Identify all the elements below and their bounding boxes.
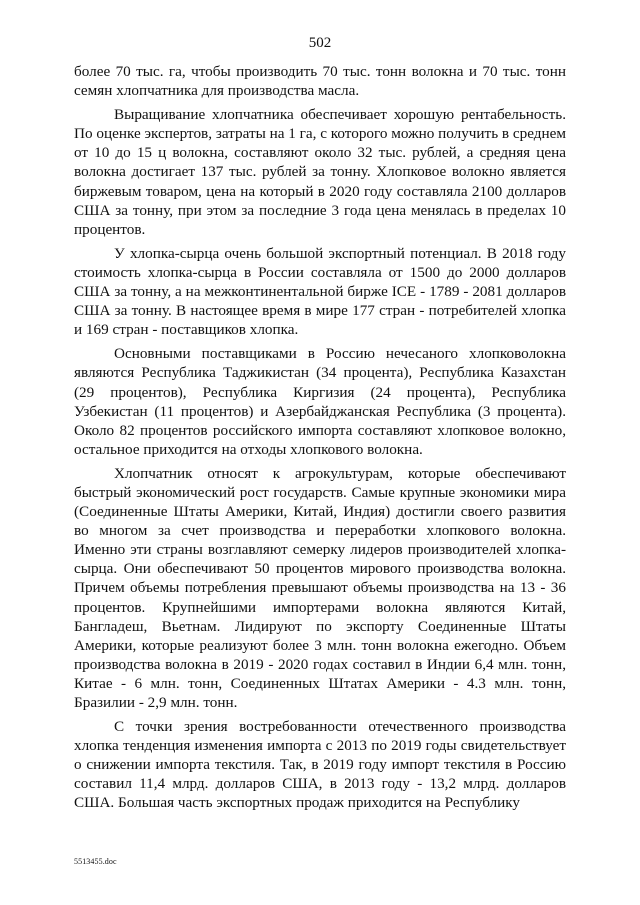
page-number: 502 (308, 35, 332, 51)
paragraph-economic-growth: Хлопчатник относят к агрокультурам, которые обеспечивают быстрый экономический рост государств. Самые крупные экономики мира (Соединенные Штаты Америки, Китай, Индия) достигли своего развития во многом за счет производства и переработки хлопкового волокна. Именно эти страны возглавляют семерку лидеров производителей хлопка-сырца. Они обеспечивают 50 процентов мирового производства волокна. Причем объемы потребления превышают объемы производства на 13 - 36 процентов. Крупнейшими импортерами волокна являются Китай, Бангладеш, Вьетнам. Лидируют по экспорту Соединенные Штаты Америки, которые реализуют более 3 млн. тонн волокна ежегодно. Объем производства волокна в 2019 - 2020 годах составил в Индии 6,4 млн. тонн, Китае - 6 млн. тонн, Соединенных Штатах Америки - 4.3 млн. тонн, Бразилии - 2,9 млн. тонн. (74, 464, 566, 711)
document-body (74, 62, 566, 813)
paragraph-import-trend: С точки зрения востребованности отечественного производства хлопка тенденция изменения импорта с 2013 по 2019 годы свидетельствует о снижении импорта текстиля. Так, в 2019 году импорт текстиля в Россию составил 11,4 млрд. долларов США, в 2013 году - 13,2 млрд. долларов США. Большая часть экспортных продаж приходится на Республику (74, 718, 566, 812)
paragraph-profitability: Выращивание хлопчатника обеспечивает хорошую рентабельность. По оценке экспертов, затраты на 1 га, с которого можно получить в среднем от 10 до 15 ц волокна, составляют около 32 тыс. рублей, а средняя цена волокна достигает 137 тыс. рублей за тонну. Хлопковое волокно является биржевым товаром, цена на который в 2020 году составляла 2100 долларов США за тонну, при этом за последние 3 года цена менялась в пределах 10 процентов. (74, 106, 566, 238)
paragraph-continuation: более 70 тыс. га, чтобы производить 70 тыс. тонн волокна и 70 тыс. тонн семян хлопчатника для производства масла. (74, 63, 566, 100)
footer-file-name: 5513455.doc (74, 857, 117, 866)
paragraph-suppliers: Основными поставщиками в Россию нечесаного хлопковолокна являются Республика Таджикистан (34 процента), Республика Казахстан (29 процентов), Республика Киргизия (24 процента), Республика Узбекистан (11 процентов) и Азербайджанская Республика (3 процента). Около 82 процентов российского импорта составляют хлопковое волокно, остальное приходится на отходы хлопкового волокна. (74, 345, 566, 458)
paragraph-export-potential: У хлопка-сырца очень большой экспортный потенциал. В 2018 году стоимость хлопка-сырца в России составляла от 1500 до 2000 долларов США за тонну, а на межконтинентальной бирже ICE - 1789 - 2081 долларов США за тонну. В настоящее время в мире 177 стран - потребителей хлопка и 169 стран - поставщиков хлопка. (74, 244, 566, 339)
